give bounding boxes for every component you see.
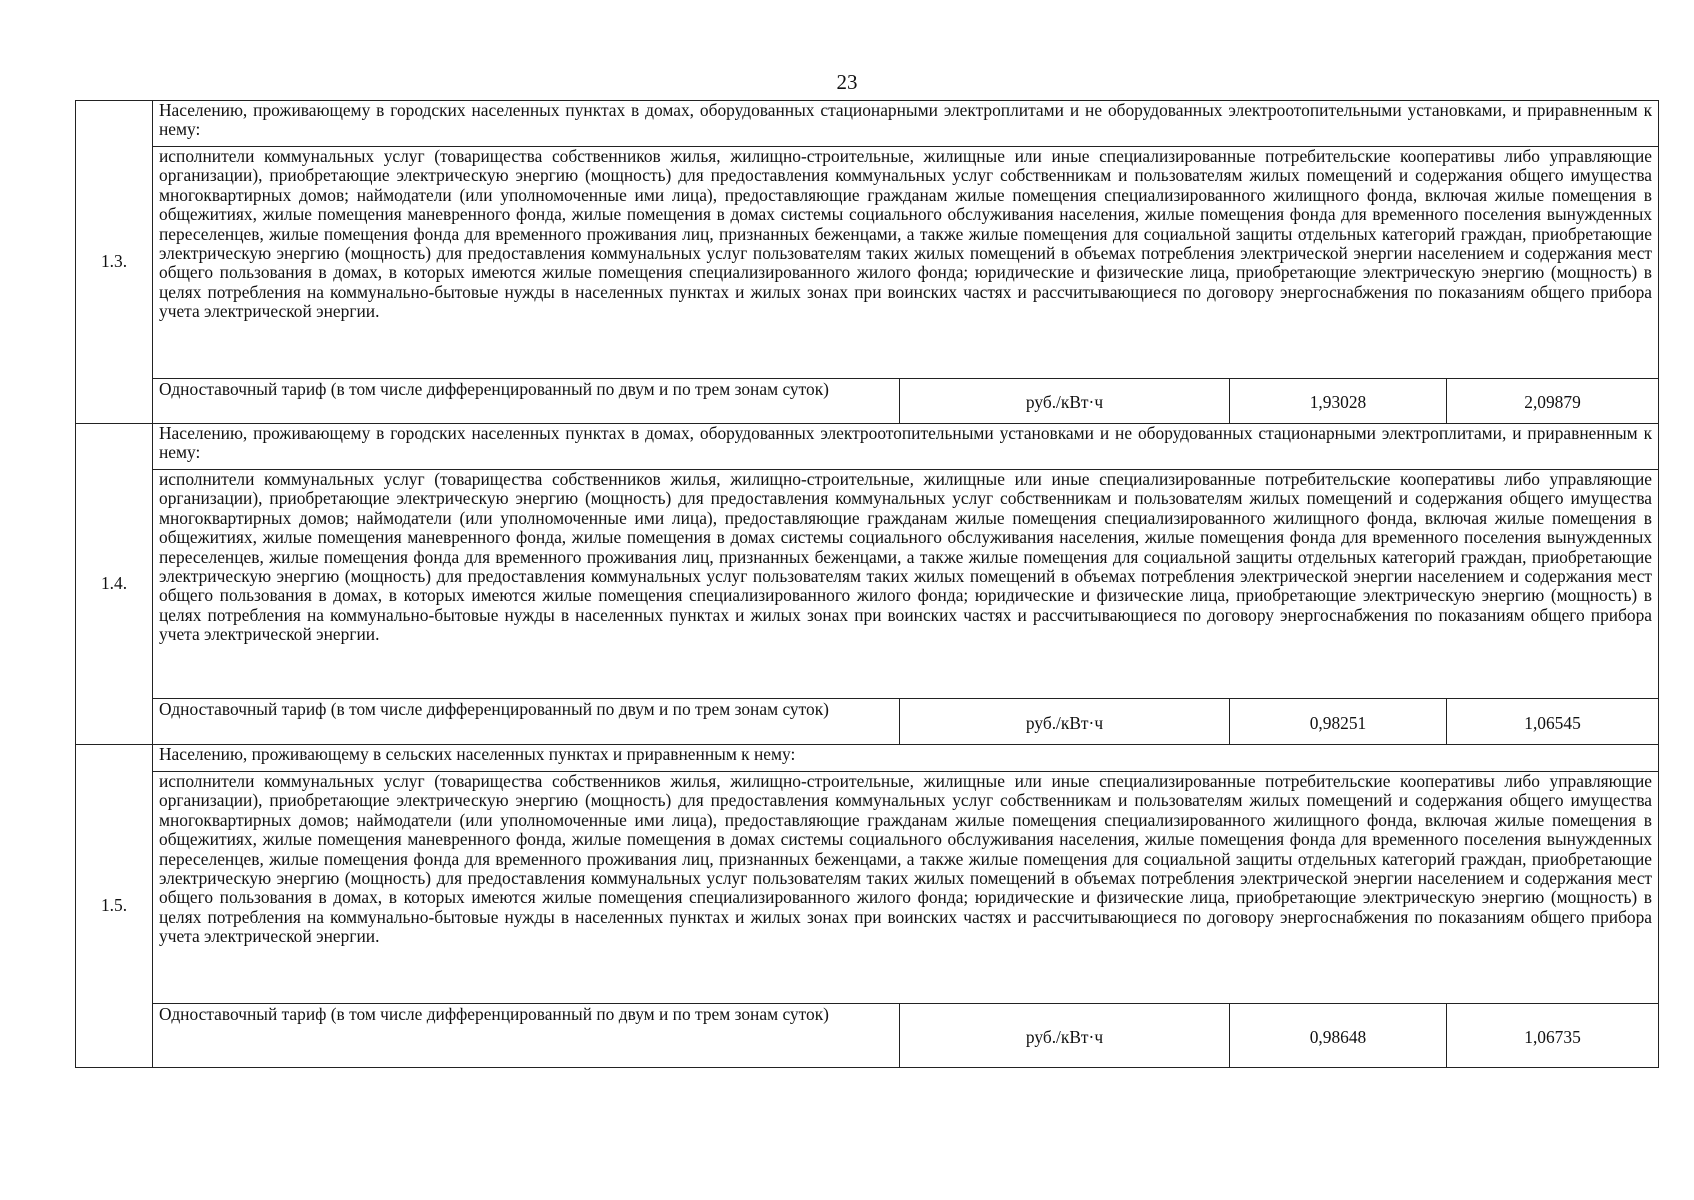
section-number: 1.3. [76,101,153,424]
tariff-label: Одноставочный тариф (в том числе дифференцированный по двум и по трем зонам суток) [153,699,900,745]
tariff-value-first: 1,93028 [1230,379,1447,424]
section-description: исполнители коммунальных услуг (товарищества собственников жилья, жилищно-строительные, жилищные или иные специализированные потребительские кооперативы либо управляющие организации), приобретающие электрическую энергию (мощность) для предоставления коммунальных услуг собственникам и пользователям жилых помещений и содержания общего имущества многоквартирных домов; наймодатели (или уполномоченные ими лица), предоставляющие гражданам жилые помещения специализированного жилищного фонда, включая жилые помещения в общежитиях, жилые помещения маневренного фонда, жилые помещения в домах системы социального обслуживания населения, жилые помещения фонда для временного поселения вынужденных переселенцев, жилые помещения фонда для временного проживания лиц, признанных беженцами, а также жилые помещения для социальной защиты отдельных категорий граждан, приобретающие электрическую энергию (мощность) для предоставления коммунальных услуг пользователям таких жилых помещений в объемах потребления электрической энергии населением и содержания мест общего пользования в домах, в которых имеются жилые помещения специализированного жилого фонда; юридические и физические лица, приобретающие электрическую энергию (мощность) в целях потребления на коммунально-бытовые нужды в населенных пунктах и жилых зонах при воинских частях и рассчитывающиеся по договору энергоснабжения по показаниям общего прибора учета электрической энергии. [153,470,1659,699]
tariff-unit: руб./кВт·ч [900,1004,1230,1068]
tariff-table [75,100,1659,1068]
section-header-row [76,424,1659,470]
section-header: Населению, проживающему в городских населенных пунктах в домах, оборудованных стационарными электроплитами и не оборудованных электроотопительными установками, и приравненным к нему: [153,101,1659,147]
section-header: Населению, проживающему в городских населенных пунктах в домах, оборудованных электроотопительными установками и не оборудованных стационарными электроплитами, и приравненным к нему: [153,424,1659,470]
section-header: Населению, проживающему в сельских населенных пунктах и приравненным к нему: [153,745,1659,772]
tariff-value-second: 2,09879 [1447,379,1659,424]
tariff-value-first: 0,98251 [1230,699,1447,745]
tariff-value-first: 0,98648 [1230,1004,1447,1068]
section-number: 1.4. [76,424,153,745]
tariff-label: Одноставочный тариф (в том числе дифференцированный по двум и по трем зонам суток) [153,379,900,424]
tariff-value-second: 1,06735 [1447,1004,1659,1068]
section-description: исполнители коммунальных услуг (товарищества собственников жилья, жилищно-строительные, жилищные или иные специализированные потребительские кооперативы либо управляющие организации), приобретающие электрическую энергию (мощность) для предоставления коммунальных услуг собственникам и пользователям жилых помещений и содержания общего имущества многоквартирных домов; наймодатели (или уполномоченные ими лица), предоставляющие гражданам жилые помещения специализированного жилищного фонда, включая жилые помещения в общежитиях, жилые помещения маневренного фонда, жилые помещения в домах системы социального обслуживания населения, жилые помещения фонда для временного поселения вынужденных переселенцев, жилые помещения фонда для временного проживания лиц, признанных беженцами, а также жилые помещения для социальной защиты отдельных категорий граждан, приобретающие электрическую энергию (мощность) для предоставления коммунальных услуг пользователям таких жилых помещений в объемах потребления электрической энергии населением и содержания мест общего пользования в домах, в которых имеются жилые помещения специализированного жилого фонда; юридические и физические лица, приобретающие электрическую энергию (мощность) в целях потребления на коммунально-бытовые нужды в населенных пунктах и жилых зонах при воинских частях и рассчитывающиеся по договору энергоснабжения по показаниям общего прибора учета электрической энергии. [153,772,1659,1004]
tariff-row [76,699,1659,745]
section-number: 1.5. [76,745,153,1068]
tariff-label: Одноставочный тариф (в том числе дифференцированный по двум и по трем зонам суток) [153,1004,900,1068]
section-header-row [76,101,1659,147]
tariff-value-second: 1,06545 [1447,699,1659,745]
section-description-row [76,772,1659,1004]
tariff-unit: руб./кВт·ч [900,699,1230,745]
section-description: исполнители коммунальных услуг (товарищества собственников жилья, жилищно-строительные, жилищные или иные специализированные потребительские кооперативы либо управляющие организации), приобретающие электрическую энергию (мощность) для предоставления коммунальных услуг собственникам и пользователям жилых помещений и содержания общего имущества многоквартирных домов; наймодатели (или уполномоченные ими лица), предоставляющие гражданам жилые помещения специализированного жилищного фонда, включая жилые помещения в общежитиях, жилые помещения маневренного фонда, жилые помещения в домах системы социального обслуживания населения, жилые помещения фонда для временного поселения вынужденных переселенцев, жилые помещения фонда для временного проживания лиц, признанных беженцами, а также жилые помещения для социальной защиты отдельных категорий граждан, приобретающие электрическую энергию (мощность) для предоставления коммунальных услуг пользователям таких жилых помещений в объемах потребления электрической энергии населением и содержания мест общего пользования в домах, в которых имеются жилые помещения специализированного жилого фонда; юридические и физические лица, приобретающие электрическую энергию (мощность) в целях потребления на коммунально-бытовые нужды в населенных пунктах и жилых зонах при воинских частях и рассчитывающиеся по договору энергоснабжения по показаниям общего прибора учета электрической энергии. [153,147,1659,379]
section-header-row [76,745,1659,772]
tariff-unit: руб./кВт·ч [900,379,1230,424]
section-description-row [76,147,1659,379]
tariff-row [76,379,1659,424]
tariff-row [76,1004,1659,1068]
section-description-row [76,470,1659,699]
page-number: 23 [836,70,858,94]
